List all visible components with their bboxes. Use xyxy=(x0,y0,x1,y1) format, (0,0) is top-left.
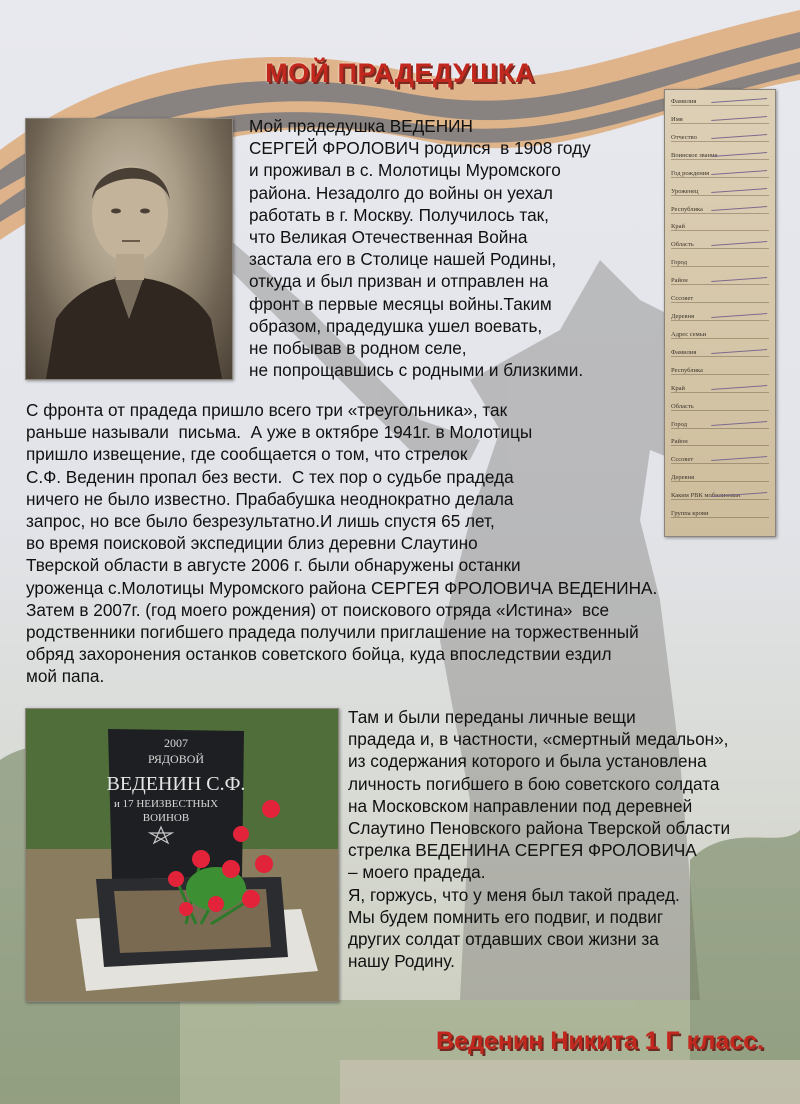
record-card-row: Район xyxy=(671,277,769,285)
plaque-line1: и 17 НЕИЗВЕСТНЫХ xyxy=(113,798,219,810)
paragraph-intro: Мой прадедушка ВЕДЕНИН СЕРГЕЙ ФРОЛОВИЧ родился в 1908 году и проживал в с. Молотицы Муромского района. Незадолго до войны он уехал работать в г. Москву. Получилось так, что Великая Отечественная Война застала его в Столице нашей Родины, откуда и был призван и отправлен на фронт в первые месяцы войны.Таким образом, прадедушка ушел воевать, не побывав в родном селе, не попрощавшись с родными и близкими. xyxy=(249,116,591,381)
record-card-row: Город xyxy=(671,421,769,429)
record-card-row: Каким РВК мобилизован xyxy=(671,492,769,500)
portrait-figure xyxy=(26,119,232,379)
author-signature: Веденин Никита 1 Г класс. xyxy=(436,1027,764,1055)
plaque-rank: РЯДОВОЙ xyxy=(147,752,205,766)
record-card-row: Год рождения xyxy=(671,170,769,178)
record-card-row: Республика xyxy=(671,206,769,214)
record-card-row: Деревня xyxy=(671,474,769,482)
record-card-row: Деревня xyxy=(671,313,769,321)
paragraph-conclusion: Там и были переданы личные вещи прадеда и, в частности, «смертный медальон», из содержания которого и была установлена личность погибшего в бою советского солдата на Московском направлении под деревней Слаутино Пеновского района Тверской области стрелка ВЕДЕНИНА СЕРГЕЯ ФРОЛОВИЧА – моего прадеда. Я, горжусь, что у меня был такой прадед. Мы будем помнить его подвиг, и подвиг других солдат отдавших свои жизни за нашу Родину. xyxy=(348,707,731,972)
record-card-row: Группа крови xyxy=(671,510,769,518)
grave-photo xyxy=(25,708,339,1002)
plaque-line2: ВОИНОВ xyxy=(142,812,190,824)
grave-scene xyxy=(26,709,338,1001)
record-card-row: Адрес семьи xyxy=(671,331,769,339)
record-card-row: Имя xyxy=(671,116,769,124)
plaque-name: ВЕДЕНИН С.Ф. xyxy=(106,773,246,795)
record-card-row: Город xyxy=(671,259,769,267)
record-card-row: Сссовет xyxy=(671,456,769,464)
record-card-row: Сссовет xyxy=(671,295,769,303)
record-card-row: Воинское звание xyxy=(671,152,769,160)
record-card-row: Отчество xyxy=(671,134,769,142)
plaque-year: 2007 xyxy=(164,736,188,750)
record-card-row: Край xyxy=(671,385,769,393)
record-card-row: Район xyxy=(671,438,769,446)
military-record-card xyxy=(664,89,776,537)
record-card-row: Фамилия xyxy=(671,98,769,106)
record-card-row: Область xyxy=(671,241,769,249)
record-card-row: Область xyxy=(671,403,769,411)
record-card-row: Республика xyxy=(671,367,769,375)
record-card-row: Уроженец xyxy=(671,188,769,196)
portrait-photo xyxy=(25,118,233,380)
record-card-row: Фамилия xyxy=(671,349,769,357)
paragraph-story: С фронта от прадеда пришло всего три «треугольника», так раньше называли письма. А уже в октябре 1941г. в Молотицы пришло извещение, где сообщается о том, что стрелок С.Ф. Веденин пропал без вести. С тех пор о судьбе прадеда ничего не было известно. Прабабушка неоднократно делала запрос, но все было безрезультатно.И лишь спустя 65 лет, во время поисковой экспедиции близ деревни Слаутино Тверской области в августе 2006 г. были обнаружены останки уроженца с.Молотицы Муромского района СЕРГЕЯ ФРОЛОВИЧА ВЕДЕНИНА. Затем в 2007г. (год моего рождения) от поискового отряда «Истина» все родственники погибшего прадеда получили приглашение на торжественный обряд захоронения останков советского бойца, куда впоследствии ездил мой папа. xyxy=(26,400,658,687)
page-title: МОЙ ПРАДЕДУШКА xyxy=(265,58,535,89)
record-card-row: Край xyxy=(671,223,769,231)
